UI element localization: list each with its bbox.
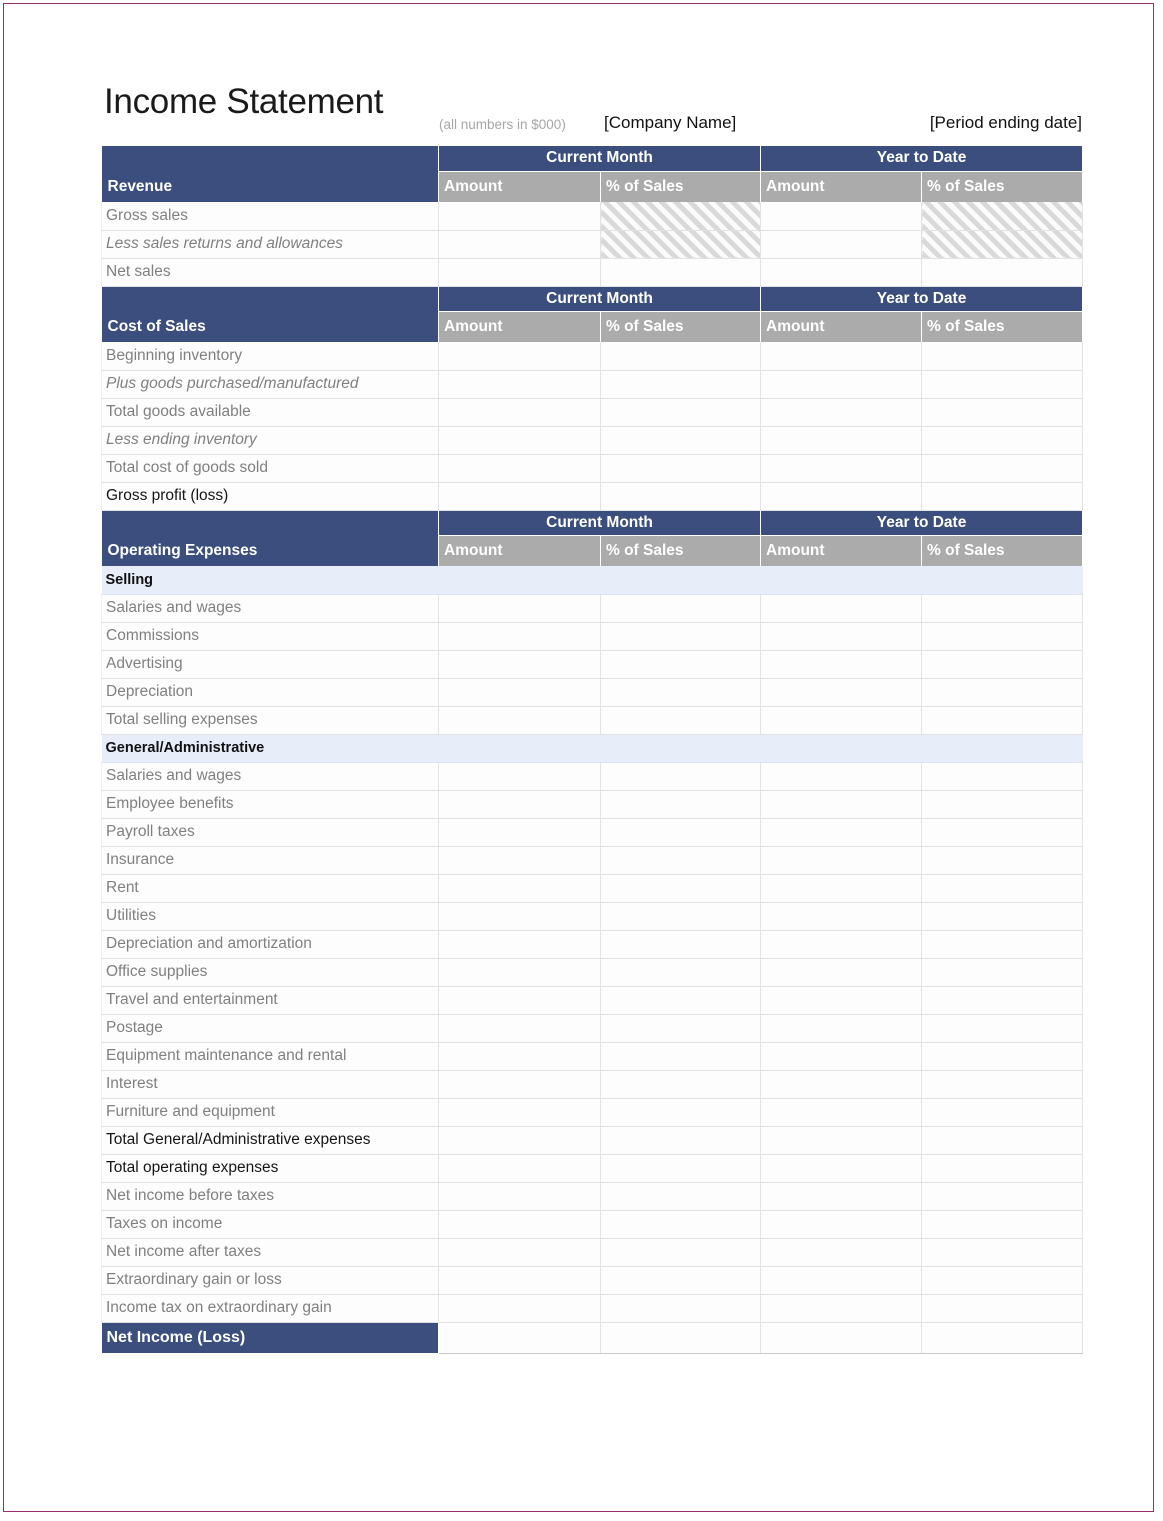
subgroup-band-fill (922, 566, 1083, 594)
cell-ytd-pct[interactable] (922, 706, 1083, 734)
cell-ytd-amount[interactable] (761, 902, 922, 930)
section-header-row-operating-expenses (102, 510, 1083, 535)
table-row (102, 342, 1083, 370)
col-header-ytd-pct: % of Sales (922, 171, 1083, 202)
group-header-year-to-date: Year to Date (761, 146, 1083, 171)
subgroup-band-fill (439, 734, 601, 762)
cell-ytd-pct[interactable] (922, 846, 1083, 874)
cell-cm-amount[interactable] (439, 1070, 601, 1098)
section-header-row-revenue (102, 146, 1083, 171)
cell-ytd-pct-disabled (922, 230, 1083, 258)
cell-cm-pct[interactable] (601, 958, 761, 986)
subgroup-band-fill (761, 734, 922, 762)
subgroup-label: Selling (102, 566, 439, 594)
row-label: Insurance (102, 846, 439, 874)
cell-ytd-amount[interactable] (761, 874, 922, 902)
cell-ytd-amount[interactable] (761, 1126, 922, 1154)
cell-ytd-amount[interactable] (761, 818, 922, 846)
cell-ytd-amount[interactable] (761, 1266, 922, 1294)
col-header-cm-pct: % of Sales (601, 311, 761, 342)
row-label-total-ga-expenses: Total General/Administrative expenses (102, 1126, 439, 1154)
row-label: Less ending inventory (102, 426, 439, 454)
cell-cm-amount[interactable] (439, 902, 601, 930)
cell-ytd-amount[interactable] (761, 650, 922, 678)
table-row (102, 426, 1083, 454)
cell-ytd-amount[interactable] (761, 1042, 922, 1070)
cell-cm-pct[interactable] (601, 398, 761, 426)
subgroup-band-fill (439, 566, 601, 594)
subgroup-band-fill (761, 566, 922, 594)
cell-cm-amount[interactable] (439, 762, 601, 790)
cell-cm-amount[interactable] (439, 1322, 601, 1353)
cell-cm-amount[interactable] (439, 1126, 601, 1154)
table-row (102, 818, 1083, 846)
cell-ytd-amount[interactable] (761, 1294, 922, 1322)
cell-ytd-amount[interactable] (761, 398, 922, 426)
cell-cm-pct[interactable] (601, 1042, 761, 1070)
cell-ytd-amount[interactable] (761, 1182, 922, 1210)
row-label: Employee benefits (102, 790, 439, 818)
cell-ytd-pct[interactable] (922, 482, 1083, 510)
row-label: Total selling expenses (102, 706, 439, 734)
period-ending-date-field[interactable]: [Period ending date] (929, 113, 1082, 132)
income-statement-table (101, 146, 1083, 1354)
cell-ytd-pct[interactable] (922, 818, 1083, 846)
row-label: Depreciation and amortization (102, 930, 439, 958)
cell-cm-amount[interactable] (439, 1238, 601, 1266)
row-label: Net income after taxes (102, 1238, 439, 1266)
cell-cm-pct[interactable] (601, 902, 761, 930)
group-header-current-month: Current Month (439, 510, 761, 535)
cell-ytd-amount[interactable] (761, 1098, 922, 1126)
cell-cm-pct[interactable] (601, 874, 761, 902)
cell-cm-amount[interactable] (439, 454, 601, 482)
table-row (102, 1070, 1083, 1098)
col-header-ytd-amount: Amount (761, 535, 922, 566)
cell-cm-pct[interactable] (601, 342, 761, 370)
cell-cm-amount[interactable] (439, 790, 601, 818)
document-header (101, 84, 1082, 146)
cell-cm-pct[interactable] (601, 818, 761, 846)
cell-cm-pct[interactable] (601, 594, 761, 622)
row-label: Salaries and wages (102, 594, 439, 622)
row-label: Plus goods purchased/manufactured (102, 370, 439, 398)
table-row (102, 482, 1083, 510)
cell-cm-pct[interactable] (601, 454, 761, 482)
table-row (102, 930, 1083, 958)
col-header-ytd-pct: % of Sales (922, 311, 1083, 342)
table-row (102, 790, 1083, 818)
cell-ytd-amount[interactable] (761, 958, 922, 986)
row-label: Payroll taxes (102, 818, 439, 846)
cell-cm-amount[interactable] (439, 930, 601, 958)
col-header-cm-amount: Amount (439, 535, 601, 566)
subgroup-band-fill (601, 566, 761, 594)
table-row (102, 958, 1083, 986)
row-label: Net income before taxes (102, 1182, 439, 1210)
cell-cm-pct[interactable] (601, 1210, 761, 1238)
cell-cm-pct[interactable] (601, 762, 761, 790)
cell-cm-pct[interactable] (601, 1322, 761, 1353)
table-row (102, 678, 1083, 706)
table-row (102, 1126, 1083, 1154)
row-label-gross-profit: Gross profit (loss) (102, 482, 439, 510)
cell-cm-pct[interactable] (601, 1266, 761, 1294)
row-label-total-operating-expenses: Total operating expenses (102, 1154, 439, 1182)
cell-ytd-amount[interactable] (761, 762, 922, 790)
cell-cm-pct[interactable] (601, 846, 761, 874)
subgroup-band-fill (922, 734, 1083, 762)
cell-cm-amount[interactable] (439, 398, 601, 426)
cell-ytd-amount[interactable] (761, 790, 922, 818)
cell-ytd-amount[interactable] (761, 622, 922, 650)
section-title-cost-of-sales: Cost of Sales (102, 286, 439, 342)
group-header-year-to-date: Year to Date (761, 510, 1083, 535)
cell-cm-pct-disabled (601, 202, 761, 230)
table-row (102, 1098, 1083, 1126)
cell-cm-pct[interactable] (601, 482, 761, 510)
cell-cm-amount[interactable] (439, 370, 601, 398)
col-header-cm-amount: Amount (439, 171, 601, 202)
cell-ytd-pct[interactable] (922, 1210, 1083, 1238)
cell-cm-amount[interactable] (439, 1098, 601, 1126)
cell-ytd-pct[interactable] (922, 1014, 1083, 1042)
cell-cm-pct[interactable] (601, 1070, 761, 1098)
row-label: Utilities (102, 902, 439, 930)
cell-ytd-pct[interactable] (922, 1182, 1083, 1210)
table-row (102, 1294, 1083, 1322)
cell-cm-pct[interactable] (601, 426, 761, 454)
cell-cm-amount[interactable] (439, 1294, 601, 1322)
cell-cm-pct[interactable] (601, 930, 761, 958)
cell-cm-pct[interactable] (601, 790, 761, 818)
table-row (102, 986, 1083, 1014)
cell-ytd-pct[interactable] (922, 1070, 1083, 1098)
table-row (102, 650, 1083, 678)
col-header-cm-amount: Amount (439, 311, 601, 342)
cell-cm-amount[interactable] (439, 958, 601, 986)
cell-ytd-pct[interactable] (922, 1322, 1083, 1353)
units-note: (all numbers in $000) (439, 117, 566, 132)
page-title: Income Statement (104, 82, 384, 121)
cell-ytd-pct[interactable] (922, 1266, 1083, 1294)
table-row (102, 846, 1083, 874)
cell-cm-amount[interactable] (439, 706, 601, 734)
table-row (102, 706, 1083, 734)
cell-cm-amount[interactable] (439, 482, 601, 510)
table-row (102, 622, 1083, 650)
cell-cm-pct[interactable] (601, 1294, 761, 1322)
cell-ytd-pct[interactable] (922, 902, 1083, 930)
section-title-revenue: Revenue (102, 146, 439, 202)
cell-cm-pct[interactable] (601, 650, 761, 678)
row-label: Total goods available (102, 398, 439, 426)
cell-cm-amount[interactable] (439, 818, 601, 846)
col-header-ytd-amount: Amount (761, 311, 922, 342)
cell-ytd-pct[interactable] (922, 678, 1083, 706)
table-row (102, 1154, 1083, 1182)
row-label: Depreciation (102, 678, 439, 706)
table-row (102, 454, 1083, 482)
table-row (102, 1182, 1083, 1210)
group-header-year-to-date: Year to Date (761, 286, 1083, 311)
cell-ytd-pct[interactable] (922, 650, 1083, 678)
table-row (102, 1266, 1083, 1294)
col-header-ytd-pct: % of Sales (922, 535, 1083, 566)
cell-ytd-pct[interactable] (922, 1126, 1083, 1154)
cell-cm-amount[interactable] (439, 846, 601, 874)
cell-cm-amount[interactable] (439, 1210, 601, 1238)
cell-ytd-amount[interactable] (761, 986, 922, 1014)
cell-cm-pct[interactable] (601, 678, 761, 706)
cell-cm-pct[interactable] (601, 1154, 761, 1182)
table-row (102, 258, 1083, 286)
cell-ytd-amount[interactable] (761, 706, 922, 734)
cell-ytd-amount[interactable] (761, 1154, 922, 1182)
cell-cm-amount[interactable] (439, 1042, 601, 1070)
cell-ytd-amount[interactable] (761, 342, 922, 370)
cell-cm-pct[interactable] (601, 622, 761, 650)
row-label: Postage (102, 1014, 439, 1042)
cell-cm-amount[interactable] (439, 622, 601, 650)
row-label: Interest (102, 1070, 439, 1098)
table-row (102, 1210, 1083, 1238)
cell-ytd-amount[interactable] (761, 1070, 922, 1098)
cell-ytd-pct[interactable] (922, 594, 1083, 622)
col-header-ytd-amount: Amount (761, 171, 922, 202)
row-label: Advertising (102, 650, 439, 678)
row-label: Gross sales (102, 202, 439, 230)
section-header-row-cost-of-sales (102, 286, 1083, 311)
cell-ytd-pct[interactable] (922, 1294, 1083, 1322)
subgroup-band-fill (601, 734, 761, 762)
table-row (102, 398, 1083, 426)
cell-cm-amount[interactable] (439, 650, 601, 678)
row-label: Taxes on income (102, 1210, 439, 1238)
cell-ytd-pct[interactable] (922, 1238, 1083, 1266)
cell-cm-amount[interactable] (439, 1182, 601, 1210)
company-name-field[interactable]: [Company Name] (604, 113, 737, 132)
subgroup-band-selling (102, 566, 1083, 594)
cell-ytd-amount[interactable] (761, 846, 922, 874)
table-row (102, 370, 1083, 398)
total-row-net-income (102, 1322, 1083, 1353)
cell-cm-amount[interactable] (439, 1014, 601, 1042)
table-row (102, 1238, 1083, 1266)
subgroup-band-general-administrative (102, 734, 1083, 762)
row-label: Office supplies (102, 958, 439, 986)
page-border (3, 3, 1154, 1512)
cell-ytd-pct[interactable] (922, 398, 1083, 426)
cell-cm-amount[interactable] (439, 874, 601, 902)
cell-ytd-pct[interactable] (922, 1154, 1083, 1182)
cell-ytd-pct[interactable] (922, 986, 1083, 1014)
cell-ytd-pct[interactable] (922, 426, 1083, 454)
table-row (102, 230, 1083, 258)
cell-ytd-amount[interactable] (761, 454, 922, 482)
cell-cm-amount[interactable] (439, 986, 601, 1014)
table-body (102, 146, 1083, 1353)
cell-cm-amount[interactable] (439, 1154, 601, 1182)
table-row (102, 874, 1083, 902)
cell-cm-amount[interactable] (439, 594, 601, 622)
cell-ytd-pct[interactable] (922, 1098, 1083, 1126)
cell-ytd-pct[interactable] (922, 370, 1083, 398)
row-label: Commissions (102, 622, 439, 650)
cell-cm-pct[interactable] (601, 706, 761, 734)
row-label: Beginning inventory (102, 342, 439, 370)
row-label: Furniture and equipment (102, 1098, 439, 1126)
table-row (102, 1014, 1083, 1042)
cell-ytd-pct[interactable] (922, 874, 1083, 902)
cell-cm-pct[interactable] (601, 370, 761, 398)
cell-cm-pct[interactable] (601, 258, 761, 286)
cell-cm-pct[interactable] (601, 1098, 761, 1126)
cell-ytd-amount[interactable] (761, 202, 922, 230)
table-row (102, 202, 1083, 230)
income-statement-sheet (101, 84, 1082, 1354)
cell-cm-amount[interactable] (439, 678, 601, 706)
row-label: Rent (102, 874, 439, 902)
table-row (102, 902, 1083, 930)
cell-ytd-amount[interactable] (761, 482, 922, 510)
cell-cm-pct[interactable] (601, 1182, 761, 1210)
cell-ytd-pct[interactable] (922, 762, 1083, 790)
cell-ytd-amount[interactable] (761, 1014, 922, 1042)
cell-ytd-amount[interactable] (761, 1322, 922, 1353)
cell-cm-pct[interactable] (601, 1014, 761, 1042)
cell-ytd-pct[interactable] (922, 790, 1083, 818)
row-label: Extraordinary gain or loss (102, 1266, 439, 1294)
row-label: Equipment maintenance and rental (102, 1042, 439, 1070)
net-income-label: Net Income (Loss) (102, 1322, 439, 1353)
cell-ytd-pct[interactable] (922, 258, 1083, 286)
col-header-cm-pct: % of Sales (601, 171, 761, 202)
row-label: Travel and entertainment (102, 986, 439, 1014)
cell-ytd-pct[interactable] (922, 930, 1083, 958)
cell-ytd-amount[interactable] (761, 370, 922, 398)
row-label: Salaries and wages (102, 762, 439, 790)
cell-cm-pct-disabled (601, 230, 761, 258)
group-header-current-month: Current Month (439, 146, 761, 171)
cell-ytd-amount[interactable] (761, 1238, 922, 1266)
cell-ytd-amount[interactable] (761, 678, 922, 706)
cell-cm-amount[interactable] (439, 258, 601, 286)
cell-cm-amount[interactable] (439, 230, 601, 258)
cell-cm-amount[interactable] (439, 1266, 601, 1294)
cell-ytd-amount[interactable] (761, 258, 922, 286)
cell-ytd-amount[interactable] (761, 426, 922, 454)
cell-cm-amount[interactable] (439, 342, 601, 370)
cell-ytd-pct[interactable] (922, 342, 1083, 370)
cell-ytd-pct[interactable] (922, 454, 1083, 482)
table-row (102, 1042, 1083, 1070)
row-label: Income tax on extraordinary gain (102, 1294, 439, 1322)
cell-ytd-pct-disabled (922, 202, 1083, 230)
subgroup-label: General/Administrative (102, 734, 439, 762)
row-label: Net sales (102, 258, 439, 286)
cell-ytd-amount[interactable] (761, 930, 922, 958)
cell-ytd-amount[interactable] (761, 594, 922, 622)
cell-ytd-pct[interactable] (922, 1042, 1083, 1070)
cell-ytd-pct[interactable] (922, 958, 1083, 986)
table-row (102, 762, 1083, 790)
row-label: Less sales returns and allowances (102, 230, 439, 258)
cell-cm-pct[interactable] (601, 1238, 761, 1266)
cell-ytd-amount[interactable] (761, 230, 922, 258)
group-header-current-month: Current Month (439, 286, 761, 311)
col-header-cm-pct: % of Sales (601, 535, 761, 566)
cell-cm-amount[interactable] (439, 426, 601, 454)
cell-cm-pct[interactable] (601, 986, 761, 1014)
cell-ytd-amount[interactable] (761, 1210, 922, 1238)
cell-cm-pct[interactable] (601, 1126, 761, 1154)
cell-ytd-pct[interactable] (922, 622, 1083, 650)
table-row (102, 594, 1083, 622)
cell-cm-amount[interactable] (439, 202, 601, 230)
section-title-operating-expenses: Operating Expenses (102, 510, 439, 566)
row-label: Total cost of goods sold (102, 454, 439, 482)
